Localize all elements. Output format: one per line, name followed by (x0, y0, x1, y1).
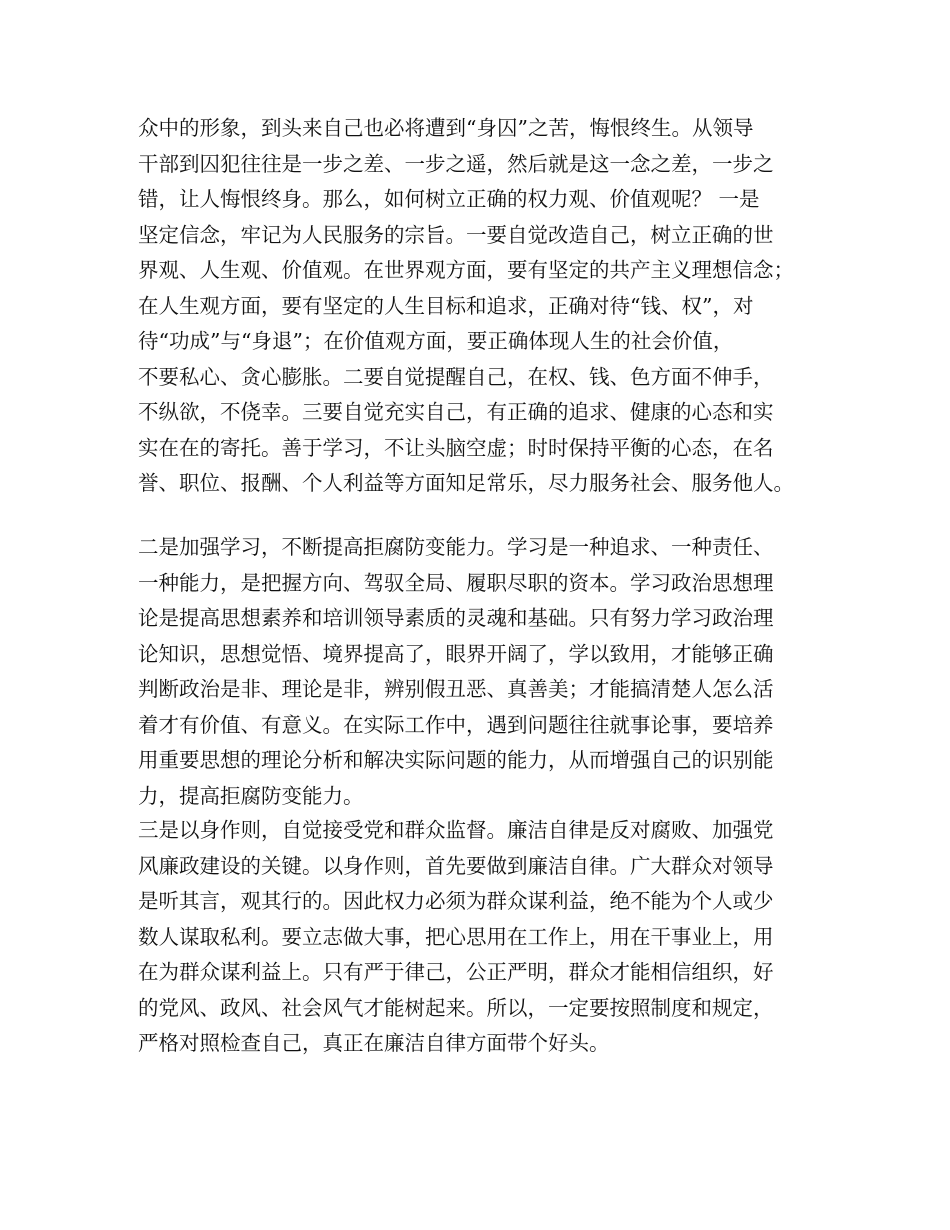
paragraph-1 (138, 111, 838, 502)
paragraph-line: 风廉政建设的关键。以身作则，首先要做到廉洁自律。广大群众对领导 (138, 853, 774, 878)
paragraph-line: 誉、职位、报酬、个人利益等方面知足常乐，尽力服务社会、服务他人。 (138, 471, 794, 495)
paragraph-line: 错，让人悔恨终身。那么，如何树立正确的权力观、价值观呢？ 一是 (138, 187, 760, 211)
paragraph-line: 论知识，思想觉悟、境界提高了，眼界开阔了，学以致用，才能够正确 (138, 641, 774, 666)
paragraph-line: 在人生观方面，要有坚定的人生目标和追求，正确对待“钱、权”，对 (138, 293, 754, 318)
paragraph-line: 数人谋取私利。要立志做大事，把心思用在工作上，用在干事业上，用 (138, 924, 774, 949)
paragraph-line: 在为群众谋利益上。只有严于律己，公正严明，群众才能相信组织，好 (138, 960, 774, 984)
paragraph-line: 不要私心、贪心膨胀。二要自觉提醒自己，在权、钱、色方面不伸手， (138, 364, 774, 389)
paragraph-line: 力，提高拒腐防变能力。 (138, 783, 364, 808)
paragraph-line: 二是加强学习，不断提高拒腐防变能力。学习是一种追求、一种责任、 (138, 535, 774, 559)
paragraph-line: 实在在的寄托。善于学习，不让头脑空虚；时时保持平衡的心态，在名 (138, 435, 774, 460)
paragraph-3 (138, 813, 838, 1062)
paragraph-line: 是听其言，观其行的。因此权力必须为群众谋利益，绝不能为个人或少 (138, 889, 774, 913)
paragraph-line: 着才有价值、有意义。在实际工作中，遇到问题往往就事论事，要培养 (138, 712, 774, 737)
paragraph-line: 众中的形象，到头来自己也必将遭到“身囚”之苦，悔恨终生。从领导 (138, 116, 754, 140)
paragraph-line: 干部到囚犯往往是一步之差、一步之遥，然后就是这一念之差，一步之 (138, 151, 774, 176)
paragraph-line: 论是提高思想素养和培训领导素质的灵魂和基础。只有努力学习政治理 (138, 606, 774, 630)
paragraph-line: 坚定信念，牢记为人民服务的宗旨。一要自觉改造自己，树立正确的世 (138, 222, 774, 247)
paragraph-line: 的党风、政风、社会风气才能树起来。所以，一定要按照制度和规定， (138, 995, 774, 1020)
paragraph-2 (138, 530, 838, 814)
paragraph-line: 界观、人生观、价值观。在世界观方面，要有坚定的共产主义理想信念； (138, 258, 794, 282)
paragraph-line: 严格对照检查自己，真正在廉洁自律方面带个好头。 (138, 1031, 610, 1055)
paragraph-line: 待“功成”与“身退”；在价值观方面，要正确体现人生的社会价值， (138, 329, 734, 353)
paragraph-line: 不纵欲，不侥幸。三要自觉充实自己，有正确的追求、健康的心态和实 (138, 400, 774, 424)
paragraph-line: 判断政治是非、理论是非，辨别假丑恶、真善美；才能搞清楚人怎么活 (138, 677, 774, 701)
paragraph-line: 用重要思想的理论分析和解决实际问题的能力，从而增强自己的识别能 (138, 748, 774, 772)
paragraph-line: 一种能力，是把握方向、驾驭全局、履职尽职的资本。学习政治思想理 (138, 570, 774, 595)
paragraph-line: 三是以身作则，自觉接受党和群众监督。廉洁自律是反对腐败、加强党 (138, 818, 774, 842)
